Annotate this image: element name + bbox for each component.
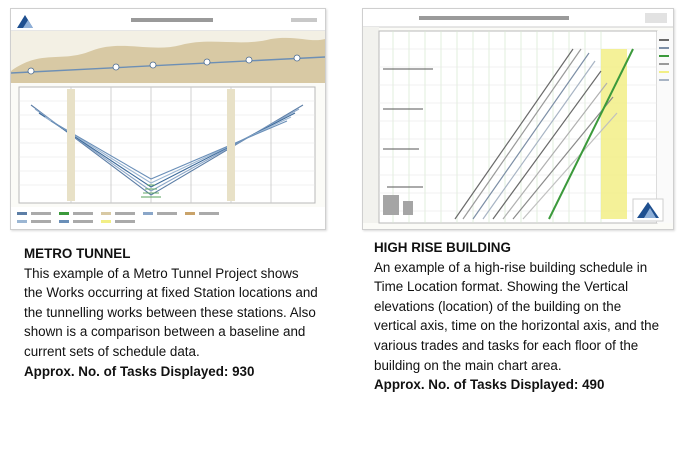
high-rise-description: An example of a high-rise building schedule in Time Location format. Showing the Vertical elevations (location) of the building on the vertical axis, time on the horizontal axis, and the various trades and tasks for each floor of the building on the main chart area. xyxy=(374,259,660,373)
metro-tunnel-heading: METRO TUNNEL xyxy=(24,246,131,261)
metro-tunnel-description: This example of a Metro Tunnel Project shows the Works occurring at fixed Station locations and the tunnelling works between these stations. Also shown is a comparison between a baseline and current sets of schedule data. xyxy=(24,265,318,359)
metro-tunnel-chart-image xyxy=(11,9,325,229)
metro-tunnel-task-count: Approx. No. of Tasks Displayed: 930 xyxy=(24,363,255,379)
high-rise-caption xyxy=(374,238,664,395)
high-rise-chart-image xyxy=(363,9,673,229)
metro-tunnel-caption xyxy=(24,244,319,381)
high-rise-heading: HIGH RISE BUILDING xyxy=(374,240,511,255)
metro-tunnel-thumbnail xyxy=(10,8,326,230)
high-rise-task-count: Approx. No. of Tasks Displayed: 490 xyxy=(374,377,605,393)
high-rise-thumbnail xyxy=(362,8,674,230)
